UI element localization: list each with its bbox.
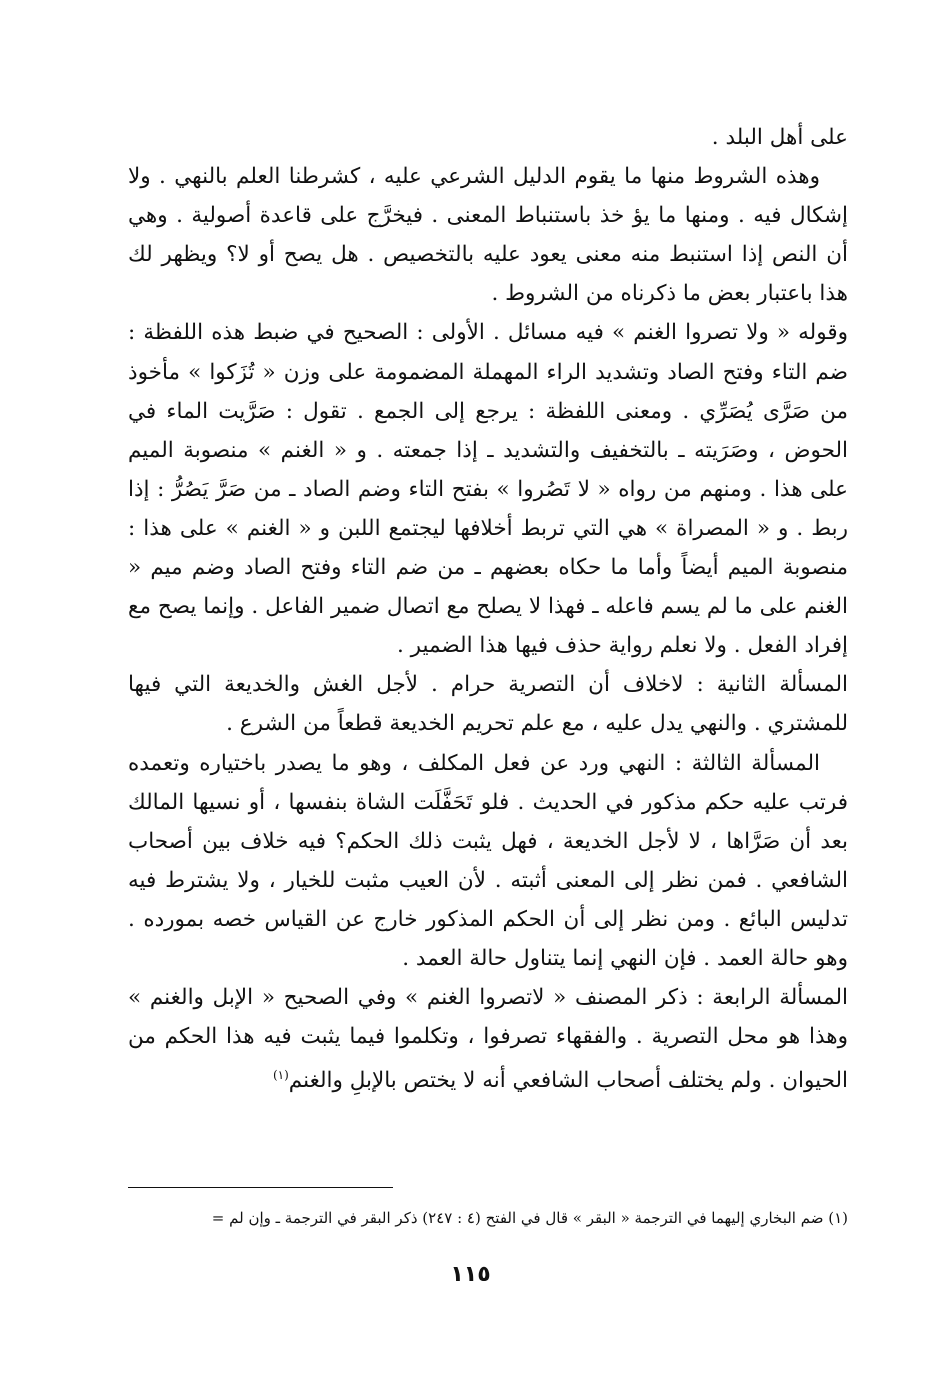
paragraph-6-text: المسألة الرابعة : ذكر المصنف « لاتصروا الغنم » وفي الصحيح « الإبل والغنم » وهذا هو محل التصرية . والفقهاء تصرفوا ، وتكلموا فيما يثبت فيه هذا الحكم من الحيوان . ولم يختلف أصحاب الشافعي أنه لا يختص بالإبلِ والغنم bbox=[128, 985, 848, 1094]
paragraph-4: المسألة الثانية : لاخلاف أن التصرية حرام . لأجل الغش والخديعة التي فيها للمشتري . والنهي يدل عليه ، مع علم تحريم الخديعة قطعاً من الشرع . bbox=[128, 672, 848, 737]
page-body bbox=[128, 118, 848, 1101]
paragraph-5: المسألة الثالثة : النهي ورد عن فعل المكلف ، وهو ما يصدر باختياره وتعمده فرتب عليه حكم مذكور في الحديث . فلو تَحَفَّلَت الشاة بنفسها ، أو نسيها المالك بعد أن صَرَّاها ، لا لأجل الخديعة ، فهل يثبت ذلك الحكم؟ فيه خلاف بين أصحاب الشافعي . فمن نظر إلى المعنى أثبته . لأن العيب مثبت للخيار ، ولا يشترط فيه تدليس البائع . ومن نظر إلى أن الحكم المذكور خارج عن القياس خصه بمورده . وهو حالة العمد . فإن النهي إنما يتناول حالة العمد . bbox=[128, 750, 848, 971]
paragraph-2: وهذه الشروط منها ما يقوم الدليل الشرعي عليه ، كشرطنا العلم بالنهي . ولا إشكال فيه . ومنها ما يؤ خذ باستنباط المعنى . فيخرَّج على قاعدة أصولية . وهي أن النص إذا استنبط منه معنى يعود عليه بالتخصيص . هل يصح أو لا؟ ويظهر لك هذا باعتبار بعض ما ذكرناه من الشروط . bbox=[128, 164, 848, 307]
paragraph-6 bbox=[128, 978, 848, 1100]
footnote-divider bbox=[128, 1187, 393, 1188]
footnote: (١) ضم البخاري إليهما في الترجمة « البقر » قال في الفتح (٤ : ٢٤٧) ذكر البقر في الترجمة ـ وإن لم = bbox=[211, 1209, 848, 1227]
paragraph-3: وقوله « ولا تصروا الغنم » فيه مسائل . الأولى : الصحيح في ضبط هذه اللفظة : ضم التاء وفتح الصاد وتشديد الراء المهملة المضمومة على وزن « تُزَكوا » مأخوذ من صَرَّى يُصَرِّي . ومعنى اللفظة : يرجع إلى الجمع . تقول : صَرَّيت الماء في الحوض ، وصَرَيته ـ بالتخفيف والتشديد ـ إذا جمعته . و « الغنم » منصوبة الميم على هذا . ومنهم من رواه « لا تَصُروا » بفتح التاء وضم الصاد ـ من صَرَّ يَصُرُّ : إذا ربط . و « المصراة » هي التي تربط أخلافها ليجتمع اللبن و « الغنم » على هذا : منصوبة الميم أيضاً وأما ما حكاه بعضهم ـ من ضم التاء وفتح الصاد وضم ميم « الغنم على ما لم يسم فاعله ـ فهذا لا يصلح مع اتصال ضمير الفاعل . وإنما يصح مع إفراد الفعل . ولا نعلم رواية حذف فيها هذا الضمير . bbox=[128, 320, 848, 659]
page-number: ١١٥ bbox=[450, 1262, 491, 1287]
paragraph-1: على أهل البلد . bbox=[711, 125, 848, 150]
footnote-reference: (١) bbox=[272, 1068, 289, 1083]
